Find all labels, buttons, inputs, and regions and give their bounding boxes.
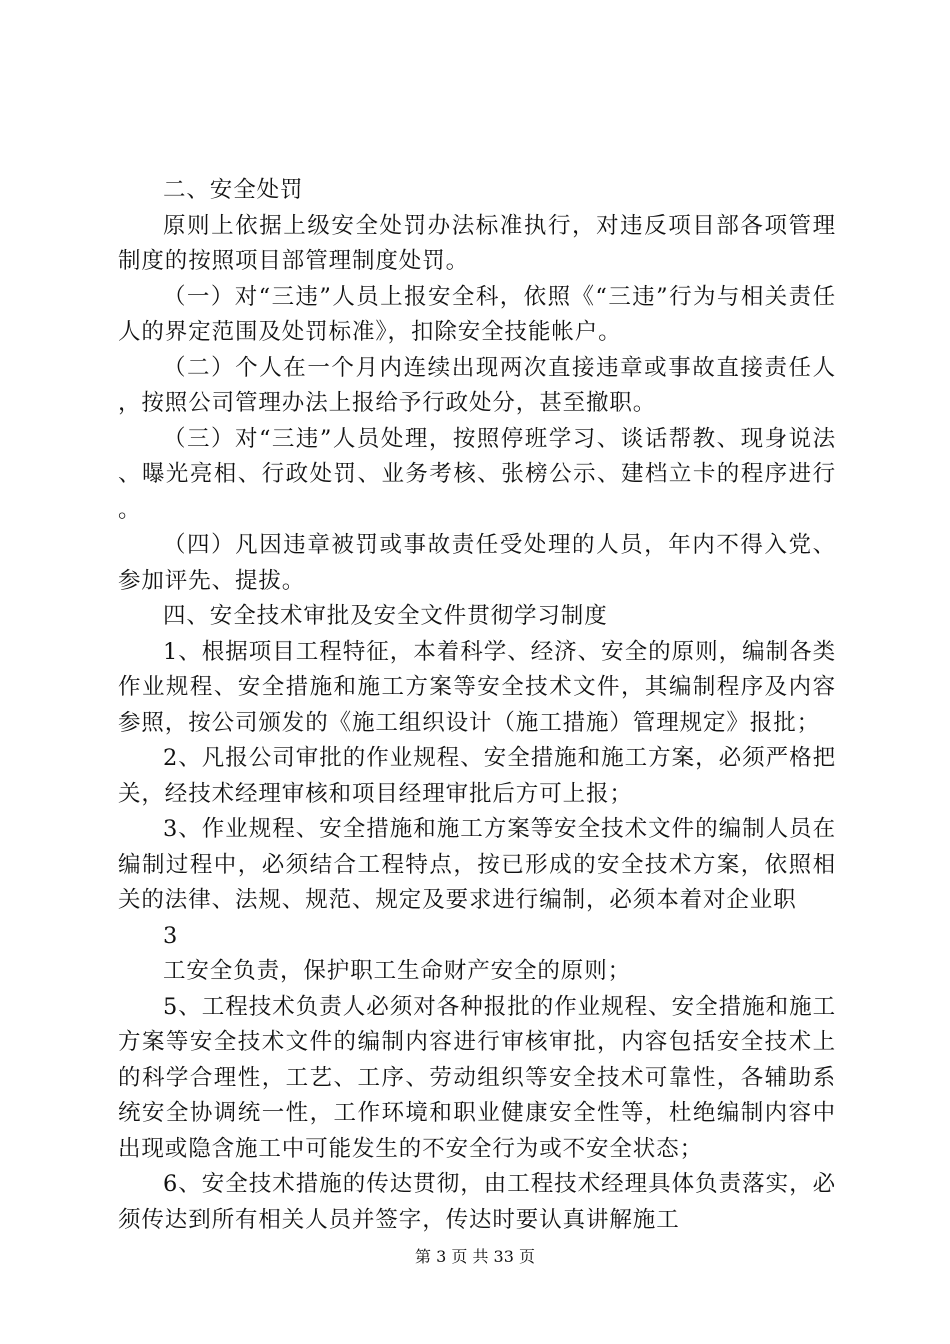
paragraph-item-4: （四）凡因违章被罚或事故责任受处理的人员，年内不得入党、参加评先、提拔。 (118, 532, 836, 594)
paragraph-item-2: （二）个人在一个月内连续出现两次直接违章或事故直接责任人，按照公司管理办法上报给予行政处分，甚至撤职。 (118, 354, 836, 416)
paragraph-rule-5: 5、工程技术负责人必须对各种报批的作业规程、安全措施和施工方案等安全技术文件的编制内容进行审核审批，内容包括安全技术上的科学合理性，工艺、工序、劳动组织等安全技术可靠性，各辅助系统安全协调统一性，工作环境和职业健康安全性等，杜绝编制内容中出现或隐含施工中可能发生的不安全行为或不安全状态； (118, 993, 836, 1162)
paragraph-item-1: （一）对“三违”人员上报安全科，依照《“三违”行为与相关责任人的界定范围及处罚标准》，扣除安全技能帐户。 (118, 283, 836, 345)
paragraph-rule-3: 3、作业规程、安全措施和施工方案等安全技术文件的编制人员在编制过程中，必须结合工程特点，按已形成的安全技术方案，依照相关的法律、法规、规范、规定及要求进行编制，必须本着对企业职 (118, 816, 836, 913)
paragraph-rule-2: 2、凡报公司审批的作业规程、安全措施和施工方案，必须严格把关，经技术经理审核和项目经理审批后方可上报； (118, 745, 836, 807)
document-body (118, 173, 836, 1238)
section-heading-penalty: 二、安全处罚 (163, 177, 304, 203)
paragraph-principle: 原则上依据上级安全处罚办法标准执行，对违反项目部各项管理制度的按照项目部管理制度处罚。 (118, 212, 836, 274)
paragraph-item-3: （三）对“三违”人员处理，按照停班学习、谈话帮教、现身说法、曝光亮相、行政处罚、业务考核、张榜公示、建档立卡的程序进行。 (118, 425, 836, 523)
paragraph-continuation: 工安全负责，保护职工生命财产安全的原则； (163, 958, 632, 984)
paragraph-rule-1: 1、根据项目工程特征，本着科学、经济、安全的原则，编制各类作业规程、安全措施和施工方案等安全技术文件，其编制程序及内容参照，按公司颁发的《施工组织设计（施工措施）管理规定》报批； (118, 638, 836, 736)
page-footer: 第 3 页 共 33 页 (415, 1247, 535, 1266)
inline-page-number: 3 (163, 922, 179, 949)
paragraph-rule-6: 6、安全技术措施的传达贯彻，由工程技术经理具体负责落实，必须传达到所有相关人员并签字，传达时要认真讲解施工 (118, 1171, 836, 1233)
section-heading-approval: 四、安全技术审批及安全文件贯彻学习制度 (163, 603, 608, 629)
